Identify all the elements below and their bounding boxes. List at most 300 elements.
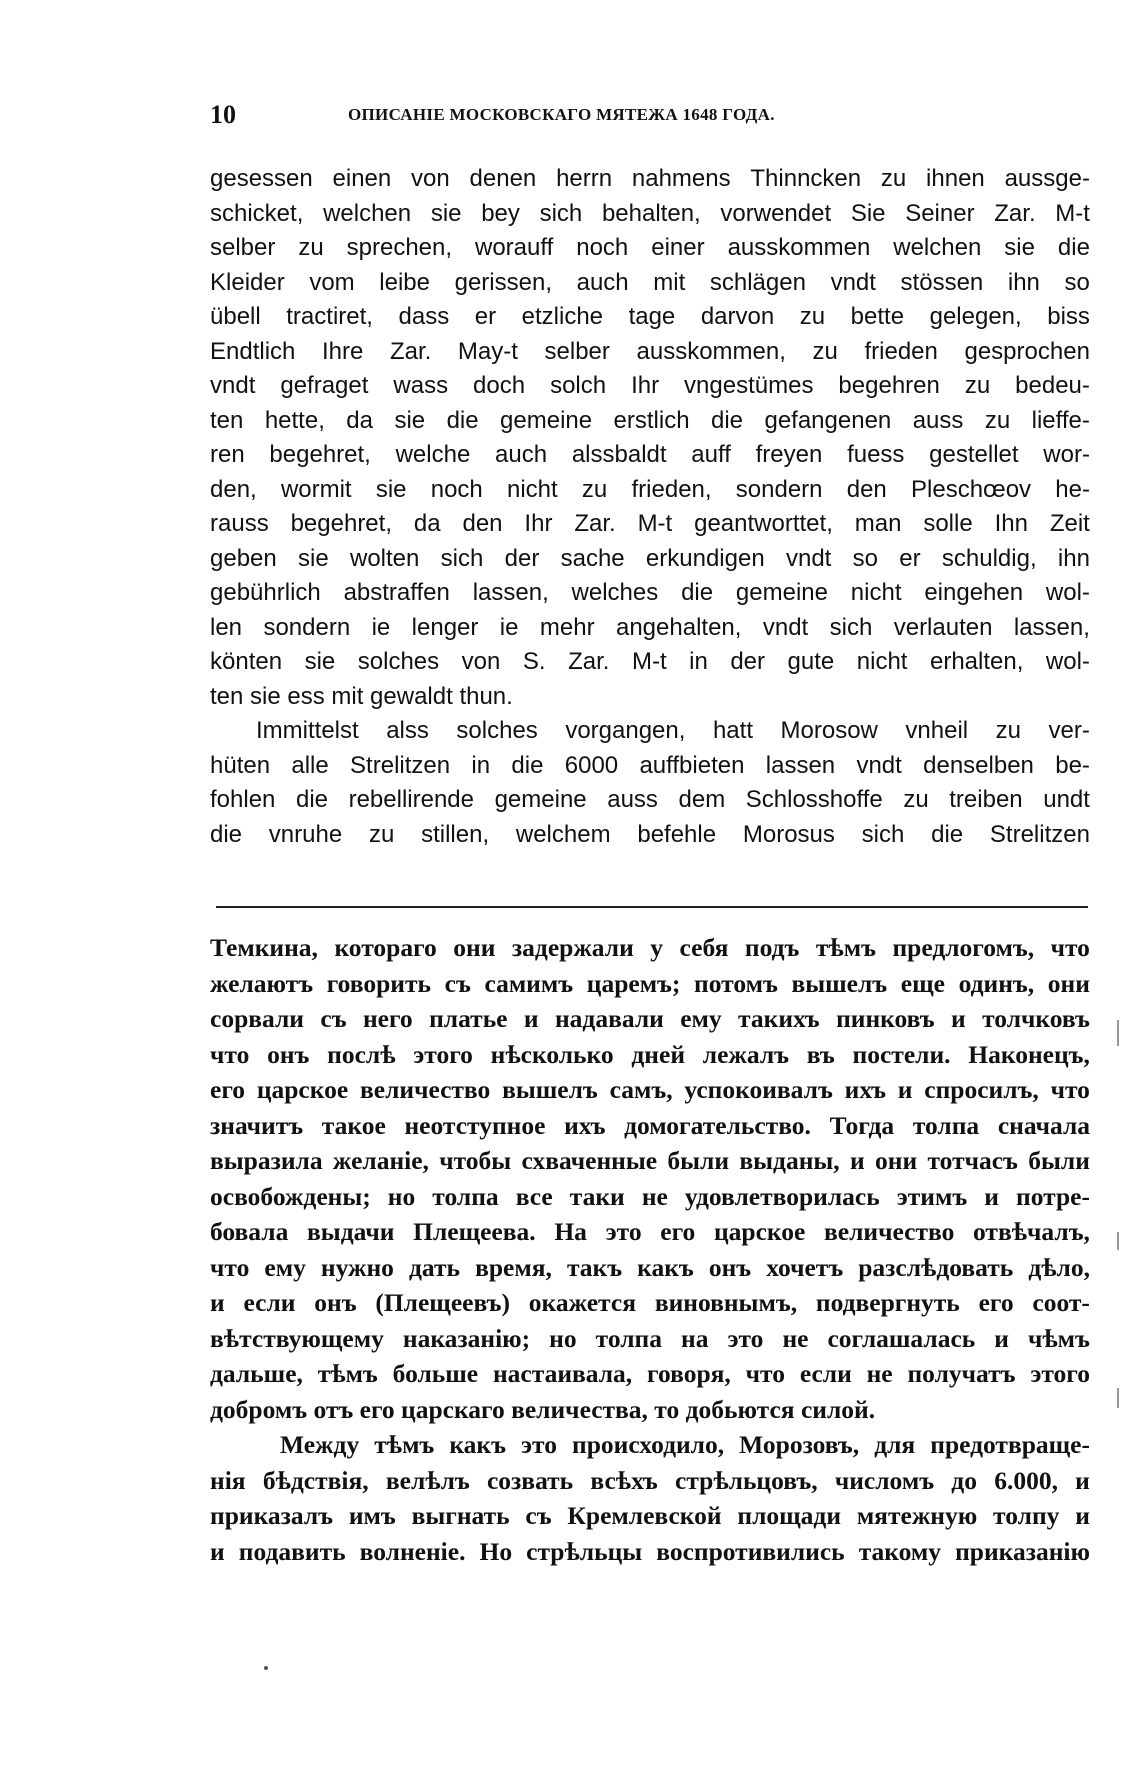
footnote-line [210,1498,1090,1534]
word: befehle [637,820,717,848]
word: если [243,1288,296,1317]
word: потомъ [694,968,778,998]
word: дней [631,1039,686,1069]
word: zu [903,786,929,813]
footnote-line [210,1427,1090,1463]
word: welchen [323,199,412,227]
word: erhalten, [929,648,1024,675]
word: что [1050,933,1090,962]
word: стрѣльцы [526,1536,643,1566]
text-line [210,335,1090,370]
word: съ [444,968,471,998]
word: alssbaldt [571,441,667,468]
word: die [511,751,544,779]
word: einen [332,165,392,192]
footnote-line [210,1143,1090,1179]
word: одинъ, [958,968,1035,998]
word: so [1064,268,1090,296]
word: послѣ [327,1039,396,1069]
footnote-line [210,1001,1090,1037]
word: выдачи [307,1217,395,1246]
word: sich [539,199,583,227]
word: это [605,1217,642,1246]
word: angehalten, [615,613,742,641]
word: выданы, [739,1146,840,1175]
word: Morosow [780,717,878,744]
word: сорвали [210,1004,304,1033]
word: наказанію; [402,1323,531,1353]
word: ihn [1007,268,1040,296]
word: волненіе. [359,1536,466,1566]
word: хочетъ [766,1252,844,1282]
text-line [210,645,1090,680]
word: тѣмъ [374,1430,435,1459]
word: Sie [850,199,886,227]
word: созвать [486,1465,574,1495]
word: sich [829,613,873,641]
word: имъ [348,1501,396,1530]
word: nicht [856,648,908,675]
text-line [210,507,1090,542]
word: такому [858,1536,942,1566]
word: gemeine [500,406,593,434]
word: освобождены; [210,1181,371,1211]
word: и [523,1004,539,1033]
word: потре- [1016,1181,1090,1211]
footnote-line [210,1321,1090,1357]
word: vndt [210,372,256,399]
word: подвергнуть [815,1288,960,1317]
word: die [681,579,714,606]
word: это [521,1430,557,1459]
word: Но [479,1536,513,1566]
word: окажется [528,1288,637,1317]
word: себя [679,933,729,962]
word: eingehen [924,579,1024,606]
footnote-line [210,966,1090,1002]
word: такъ [566,1252,623,1282]
word: царское [256,1075,349,1104]
word: Между [280,1430,360,1459]
word: vngestümes [684,372,814,399]
word: велѣлъ [385,1465,470,1495]
word: auss [912,406,964,434]
word: he- [1055,475,1090,503]
word: wass [393,372,449,399]
word: die [295,786,328,813]
word: Strelitzen [350,751,451,779]
word: die [446,406,479,434]
word: сначала [997,1110,1090,1140]
word: и [1075,1501,1090,1530]
word: дальше, [210,1359,303,1388]
word: gemeine [494,786,587,813]
word: wol- [1045,579,1090,606]
footnote-divider [216,906,1088,908]
word: auffbieten [639,751,745,779]
word: gesessen [210,165,313,192]
footnote-line [210,1214,1090,1250]
word: noch [576,234,629,261]
word: ren [210,441,245,468]
word: Ihn [994,510,1028,537]
word: nahmens [631,165,731,192]
word: Ihre [322,337,364,365]
footnote-line [210,1285,1090,1321]
word: Ihr [631,372,660,399]
word: подавить [238,1536,346,1566]
word: wolten [350,544,420,572]
word: говоря, [647,1359,731,1388]
word: котораго [334,933,437,962]
word: lassen, [1013,613,1090,641]
word: zu [984,406,1011,434]
word: begehret, [269,441,371,468]
word: ausskommen, [636,337,786,365]
word: in [471,751,491,779]
word: sondern [263,613,351,641]
word: площади [737,1501,842,1530]
text-line: ten sie ess mit gewaldt thun. [210,682,513,710]
word: verlauten [893,613,993,641]
word: zu [368,820,395,848]
word: настаивала, [492,1359,633,1388]
word: bey [481,199,520,227]
word: zu [880,165,907,192]
text-line [210,576,1090,611]
word: vndt [856,751,902,779]
footnote-text-russian [210,930,1090,1569]
word: съ [320,1004,347,1033]
footnote-line: добромъ отъ его царскаго величества, то добьются силой. [210,1394,876,1424]
word: vndt [785,544,832,572]
word: и [951,1004,966,1033]
word: Тогда [829,1110,895,1140]
word: aussge- [1004,165,1090,192]
word: könten [210,648,283,675]
word: но [387,1181,416,1211]
word: sie [375,475,407,503]
text-line [210,266,1090,301]
word: doch [473,372,526,399]
word: so [852,544,878,572]
word: платье [429,1004,508,1033]
word: у [650,933,664,962]
word: noch [430,475,483,503]
text-line [210,404,1090,439]
word: bedeu- [1015,372,1090,399]
word: и [850,1146,865,1175]
word: ver- [1048,717,1090,744]
text-line [210,197,1090,232]
page-number: 10 [210,100,236,129]
word: herrn [556,165,613,192]
word: da [346,406,373,434]
word: einer [651,234,705,261]
word: удовлетворилась [684,1181,880,1211]
word: zu [298,234,324,261]
word: такое [321,1110,386,1140]
word: (Плещеевъ) [375,1288,510,1317]
word: ihn [1057,544,1090,572]
text-line [210,714,1090,749]
text-line [210,162,1090,197]
word: solches [357,648,440,675]
word: все [515,1181,553,1211]
word: worauff [475,234,554,261]
footnote-line [210,1108,1090,1144]
text-line [210,818,1090,853]
word: wor- [1043,441,1090,468]
word: auss [607,786,658,813]
text-line [210,542,1090,577]
word: Seiner [905,199,975,227]
text-line [210,611,1090,646]
word: Zar. [568,648,610,675]
word: be- [1055,751,1090,779]
word: ему [264,1252,306,1282]
word: sie [394,406,426,434]
word: sich [440,544,484,572]
word: nicht [850,579,902,606]
word: stössen [900,268,984,296]
word: erstlich [613,406,690,434]
word: 6000 [564,751,619,779]
word: bette [850,303,905,330]
text-line [210,473,1090,508]
footnote-line [210,1534,1090,1570]
word: hette, [264,406,325,434]
word: rauss [210,510,269,537]
word: въ [806,1039,835,1069]
word: gebührlich [210,579,321,606]
word: treiben [949,786,1023,813]
word: они [453,933,496,962]
word: всѣхъ [590,1465,658,1495]
word: и [897,1075,913,1104]
word: sache [560,544,625,572]
word: неотступное [404,1110,546,1140]
word: May-t [457,337,518,365]
text-line [210,369,1090,404]
word: geantworttet, [694,510,833,537]
word: ihnen [926,165,985,192]
word: таки [569,1181,625,1211]
word: rebellirende [348,786,474,813]
word: behalten, [601,199,701,227]
word: время, [475,1252,552,1282]
word: толпа [595,1323,662,1353]
word: die [711,406,744,434]
word: erkundigen [645,544,765,572]
word: solches [456,717,538,744]
word: желаніе, [332,1146,429,1175]
word: нія [210,1465,246,1495]
word: бѣдствія, [262,1465,369,1495]
word: wol- [1045,648,1090,675]
word: приказанію [955,1536,1090,1566]
word: предотвраще- [930,1430,1090,1459]
word: in [689,648,708,675]
scan-margin-mark [1117,1020,1119,1046]
word: Морозовъ, [739,1430,860,1459]
word: welche [395,441,471,468]
word: были [1028,1146,1090,1175]
word: von [461,648,501,675]
word: ихъ [564,1110,606,1140]
word: царское [713,1217,806,1246]
word: приказалъ [210,1501,334,1530]
word: дать [409,1252,460,1282]
word: ie [371,613,391,641]
word: виновнымъ, [654,1288,798,1317]
word: vom [309,268,355,296]
word: схваченные [521,1146,658,1175]
word: на [681,1323,709,1353]
word: sie [298,544,329,572]
word: M-t [1055,199,1090,227]
word: vnruhe [268,820,343,848]
word: выгнать [411,1501,510,1530]
word: denen [469,165,537,192]
word: подъ [744,933,800,962]
word: величество [824,1217,955,1246]
word: len [210,613,243,641]
word: frieden, [631,475,712,503]
word: leibe [379,268,430,296]
word: его [210,1075,246,1104]
word: selber [210,234,276,261]
word: lieffe- [1031,406,1090,434]
word: etzliche [521,303,604,330]
word: solle [923,510,973,537]
word: sie [304,648,336,675]
running-title: ОПИСАНІЕ МОСКОВСКАГО МЯТЕЖА 1648 ГОДА. [348,105,775,124]
word: denselben [923,751,1034,779]
word: На [554,1217,587,1246]
word: до [951,1465,977,1495]
word: вышелъ [502,1075,598,1104]
word: ten [210,406,244,434]
word: Zar. [389,337,432,365]
text-line [210,300,1090,335]
word: чтобы [439,1146,512,1175]
word: ему [680,1004,722,1033]
word: lassen, [472,579,549,606]
word: Zar. [574,510,616,537]
word: Endtlich [210,337,296,365]
word: übell [210,303,261,330]
word: dass [398,303,450,330]
word: welchem [515,820,611,848]
word: vndt [830,268,876,296]
word: Strelitzen [989,820,1090,848]
word: самимъ [484,968,574,998]
word: они [875,1146,918,1175]
word: lassen [765,751,836,779]
word: vorwendet [720,199,832,227]
word: Zar. [994,199,1036,227]
word: stillen, [421,820,490,848]
word: sprechen, [346,234,453,261]
word: fuess [847,441,905,468]
word: соглашалась [827,1323,976,1353]
word: нужно [320,1252,394,1282]
word: величество [359,1075,491,1104]
word: какъ [637,1252,694,1282]
word: домогательство. [624,1110,811,1140]
word: schicket, [210,199,304,227]
word: welches [571,579,659,606]
word: спросилъ, [924,1075,1039,1104]
word: gefangenen [764,406,892,434]
word: что [210,1039,250,1069]
word: mit [653,268,686,296]
word: пинковъ [836,1004,935,1033]
word: er [474,303,497,330]
word: самъ, [609,1075,673,1104]
word: die [210,820,243,848]
word: его [978,1288,1014,1317]
word: die [1057,234,1090,261]
word: zu [964,372,991,399]
footnote-line [210,1463,1090,1499]
word: begehret, [290,510,392,537]
word: welchen [893,234,982,261]
word: были [667,1146,730,1175]
scan-margin-mark [1117,1388,1119,1408]
footnote-line [210,930,1090,966]
word: задержали [511,933,634,962]
scan-margin-mark [1117,1232,1119,1250]
word: lenger [411,613,479,641]
word: M-t [631,648,667,675]
word: solch [550,372,607,399]
word: числомъ [834,1465,935,1495]
word: успокоивалъ [684,1075,833,1104]
word: Thinncken [750,165,862,192]
word: sie [1004,234,1035,261]
word: Темкина, [210,933,318,962]
word: разслѣдовать [858,1252,1014,1282]
word: соот- [1032,1288,1090,1317]
word: этого [413,1039,473,1069]
footnote-line [210,1037,1090,1073]
footnote-line [210,1250,1090,1286]
word: выразила [210,1146,323,1175]
word: S. [522,648,546,675]
word: и [1075,1465,1090,1495]
word: не [782,1323,809,1353]
word: 6.000, [994,1465,1058,1495]
word: что [1050,1075,1090,1104]
word: gemeine [735,579,828,606]
word: для [874,1430,916,1459]
word: der [730,648,766,675]
word: желаютъ [210,968,314,998]
word: schuldig, [941,544,1037,572]
word: gefraget [280,372,369,399]
word: tage [628,303,676,330]
word: онъ [708,1252,752,1282]
word: происходило, [572,1430,725,1459]
word: больше [392,1359,479,1388]
word: alss [386,717,429,744]
word: selber [544,337,610,365]
footnote-line [210,1179,1090,1215]
word: geben [210,544,277,572]
word: Наконецъ, [968,1039,1090,1069]
